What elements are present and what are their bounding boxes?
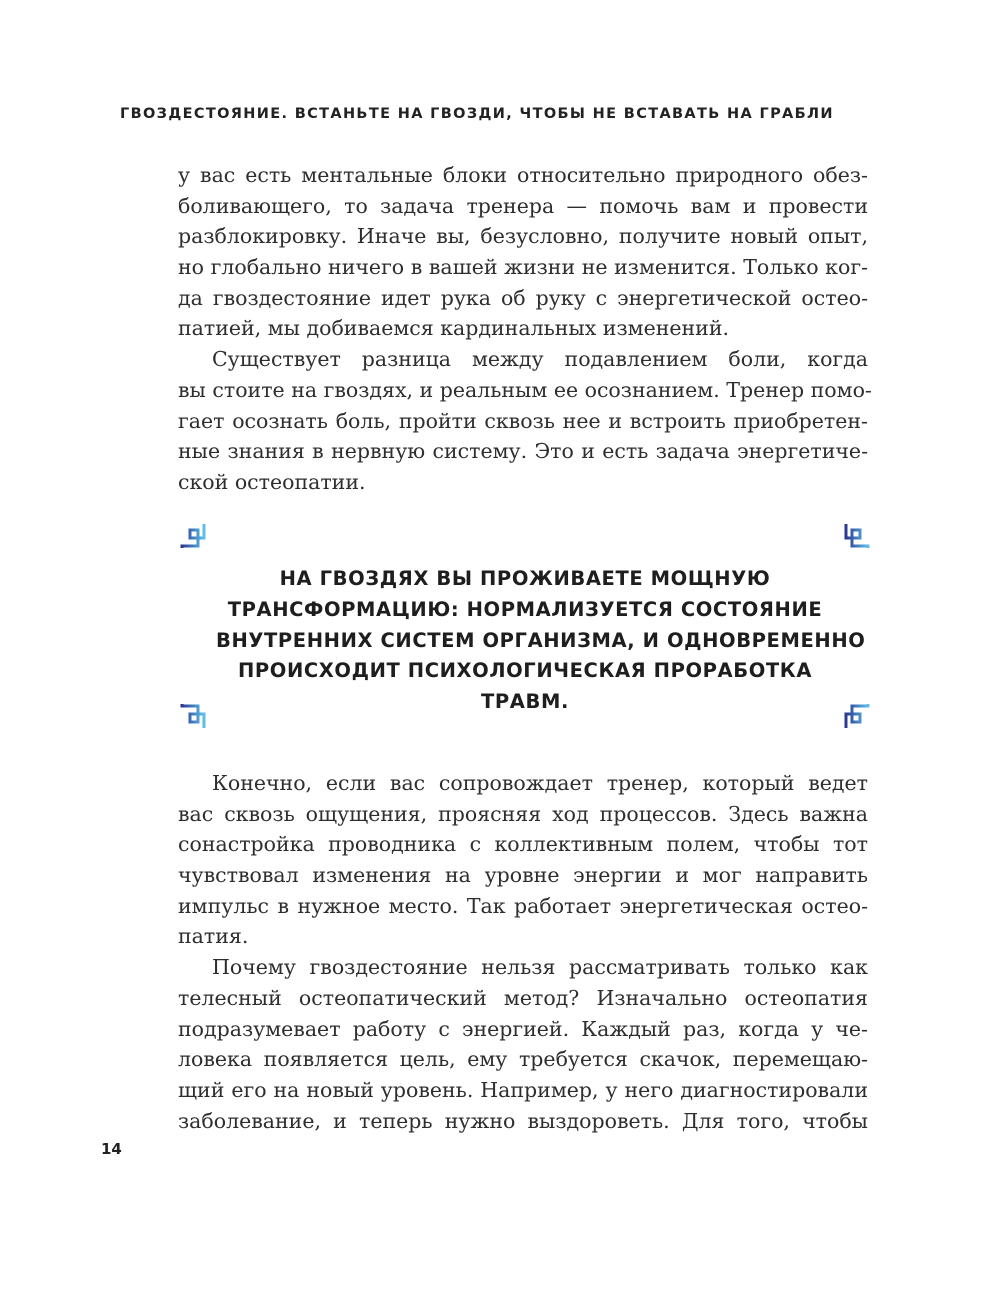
- text-line: патия.: [178, 924, 249, 949]
- body-text-bottom: [178, 768, 868, 1136]
- callout-line: ПРОИСХОДИТ ПСИХОЛОГИЧЕСКАЯ ПРОРАБОТКА: [237, 659, 813, 683]
- callout-line: ТРАВМ.: [481, 690, 569, 714]
- text-line: Существует разница между подавлением боли, когда: [212, 347, 868, 372]
- text-line: ловека появляется цель, ему требуется скачок, перемещаю-: [178, 1047, 868, 1072]
- text-line: ные знания в нервную систему. Это и есть задача энергетиче-: [178, 439, 868, 464]
- callout-line: НА ГВОЗДЯХ ВЫ ПРОЖИВАЕТЕ МОЩНУЮ: [279, 567, 771, 590]
- text-line: разблокировку. Иначе вы, безусловно, получите новый опыт,: [178, 224, 868, 249]
- text-line: Конечно, если вас сопровождает тренер, который ведет: [212, 771, 868, 795]
- text-line: заболевание, и теперь нужно выздороветь. Для того, чтобы: [178, 1108, 868, 1133]
- text-line: но глобально ничего в вашей жизни не изменится. Только ког-: [178, 255, 868, 280]
- text-line: да гвоздестояние идет рука об руку с энергетической остео-: [178, 285, 868, 310]
- text-line: подразумевает работу с энергией. Каждый раз, когда у че-: [178, 1016, 868, 1041]
- body-text-top: [178, 160, 872, 498]
- text-line: вы стоите на гвоздях, и реальным ее осознанием. Тренер помо-: [178, 377, 872, 402]
- text-line: импульс в нужное место. Так работает энергетическая остео-: [178, 893, 868, 918]
- text-line: Почему гвоздестояние нельзя рассматривать только как: [212, 955, 868, 980]
- callout-box: [176, 516, 874, 736]
- callout-line: ВНУТРЕННИХ СИСТЕМ ОРГАНИЗМА, И ОДНОВРЕМЕННО: [216, 628, 866, 652]
- text-line: у вас есть ментальные блоки относительно природного обез-: [178, 163, 868, 187]
- text-line: телесный остеопатический метод? Изначально остеопатия: [178, 985, 868, 1010]
- text-line: вас сквозь ощущения, проясняя ход процессов. Здесь важна: [178, 801, 868, 826]
- text-line: гает осознать боль, пройти сквозь нее и встроить приобретен-: [178, 408, 868, 433]
- text-line: ской остеопатии.: [178, 469, 366, 494]
- text-line: боливающего, то задача тренера — помочь вам и провести: [178, 193, 868, 218]
- text-line: сонастройка проводника с коллективным полем, чтобы тот: [178, 832, 868, 857]
- text-line: щий его на новый уровень. Например, у него диагностировали: [178, 1077, 868, 1102]
- page-number: 14: [101, 1140, 122, 1158]
- running-head: ГВОЗДЕСТОЯНИЕ. ВСТАНЬТЕ НА ГВОЗДИ, ЧТОБЫ НЕ ВСТАВАТЬ НА ГРАБЛИ: [120, 106, 834, 122]
- text-line: чувствовал изменения на уровне энергии и мог направить: [178, 863, 868, 888]
- callout-quote: [216, 564, 866, 718]
- text-line: патией, мы добиваемся кардинальных изменений.: [178, 316, 730, 341]
- callout-line: ТРАНСФОРМАЦИЮ: НОРМАЛИЗУЕТСЯ СОСТОЯНИЕ: [227, 597, 823, 621]
